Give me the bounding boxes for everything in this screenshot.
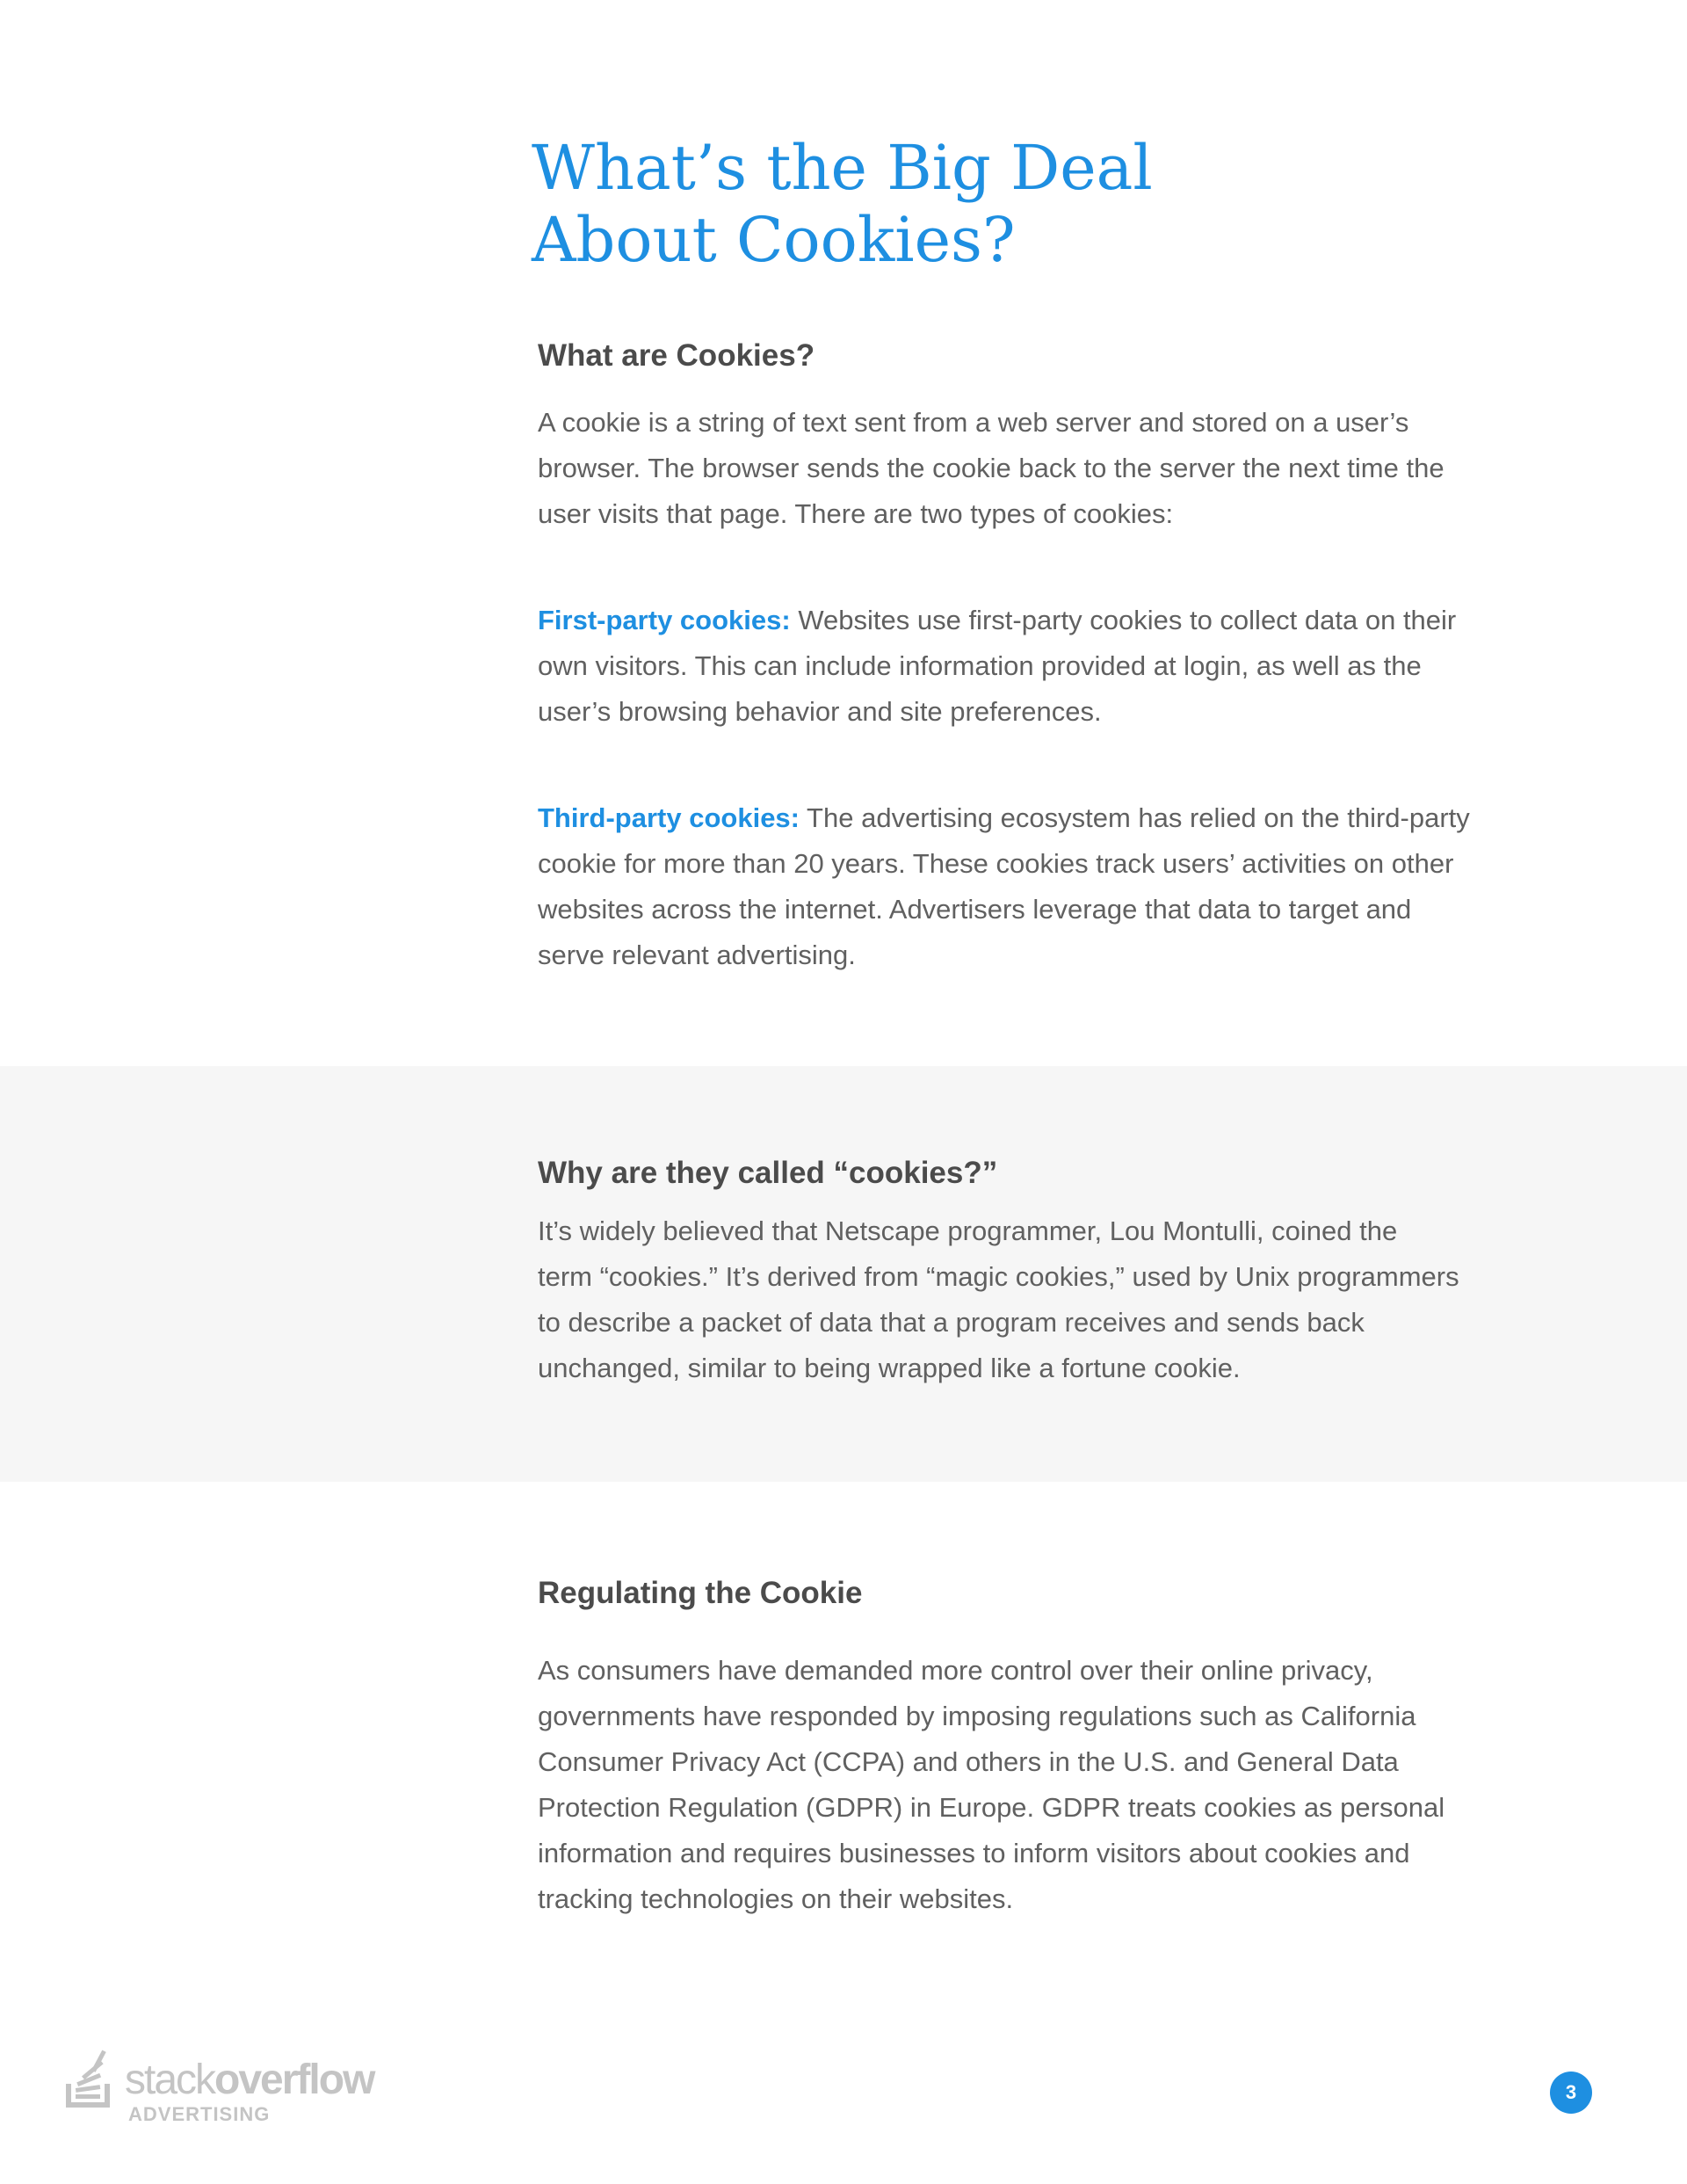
stack-overflow-advertising-logo	[63, 2043, 397, 2131]
text-line	[538, 795, 1548, 841]
third-party-lead: Third-party cookies:	[538, 802, 800, 833]
paragraph	[538, 400, 1548, 537]
text-line: Consumer Privacy Act (CCPA) and others in the U.S. and General Data	[538, 1746, 1399, 1777]
title-line-1: What’s the Big Deal	[532, 132, 1153, 204]
text-line: own visitors. This can include information provided at login, as well as the	[538, 650, 1422, 681]
what-are-cookies-body	[538, 400, 1548, 537]
text-line: unchanged, similar to being wrapped like a fortune cookie.	[538, 1353, 1241, 1383]
text-line: term “cookies.” It’s derived from “magic cookies,” used by Unix programmers	[538, 1261, 1459, 1292]
text-line: browser. The browser sends the cookie back to the server the next time the	[538, 453, 1444, 483]
why-called-body	[538, 1208, 1548, 1391]
paragraph	[538, 795, 1548, 978]
section-regulating	[538, 1576, 1548, 1611]
text-line: It’s widely believed that Netscape programmer, Lou Montulli, coined the	[538, 1215, 1398, 1246]
first-party-cookies	[538, 598, 1548, 735]
page-number-badge: 3	[1550, 2072, 1592, 2114]
text-line: to describe a packet of data that a program receives and sends back	[538, 1307, 1365, 1338]
text-line	[538, 598, 1548, 643]
text-line: user visits that page. There are two types of cookies:	[538, 498, 1174, 529]
text-line: websites across the internet. Advertisers leverage that data to target and	[538, 894, 1412, 925]
text-line: tracking technologies on their websites.	[538, 1883, 1014, 1914]
section-heading: Why are they called “cookies?”	[538, 1156, 998, 1190]
section-what-are-cookies	[538, 338, 1548, 374]
paragraph	[538, 598, 1548, 735]
text-line: information and requires businesses to inform visitors about cookies and	[538, 1838, 1410, 1868]
paragraph	[538, 1208, 1548, 1391]
third-party-cookies	[538, 795, 1548, 978]
section-why-called	[538, 1156, 1548, 1191]
text-line: Protection Regulation (GDPR) in Europe. GDPR treats cookies as personal	[538, 1792, 1445, 1823]
text-line: governments have responded by imposing regulations such as California	[538, 1701, 1416, 1731]
section-heading: Regulating the Cookie	[538, 1576, 863, 1610]
text-line: user’s browsing behavior and site preferences.	[538, 696, 1102, 727]
first-party-lead: First-party cookies:	[538, 605, 791, 635]
logo-subtitle: ADVERTISING	[128, 2103, 271, 2125]
text-line: A cookie is a string of text sent from a web server and stored on a user’s	[538, 407, 1409, 438]
logo-wordmark-light: stack	[125, 2057, 215, 2103]
paragraph	[538, 1648, 1548, 1922]
regulating-body	[538, 1648, 1548, 1922]
stack-overflow-icon	[63, 2049, 119, 2110]
logo-wordmark-bold: overflow	[214, 2057, 374, 2103]
text-line: serve relevant advertising.	[538, 940, 856, 970]
title-line-2: About Cookies?	[532, 204, 1016, 276]
page-title	[532, 132, 1153, 276]
third-party-line-rest: The advertising ecosystem has relied on the third-party	[800, 802, 1470, 833]
logo-wordmark	[125, 2057, 373, 2103]
first-party-line-rest: Websites use first-party cookies to collect data on their	[790, 605, 1457, 635]
text-line: As consumers have demanded more control over their online privacy,	[538, 1655, 1373, 1686]
section-heading: What are Cookies?	[538, 338, 815, 373]
text-line: cookie for more than 20 years. These cookies track users’ activities on other	[538, 848, 1454, 879]
